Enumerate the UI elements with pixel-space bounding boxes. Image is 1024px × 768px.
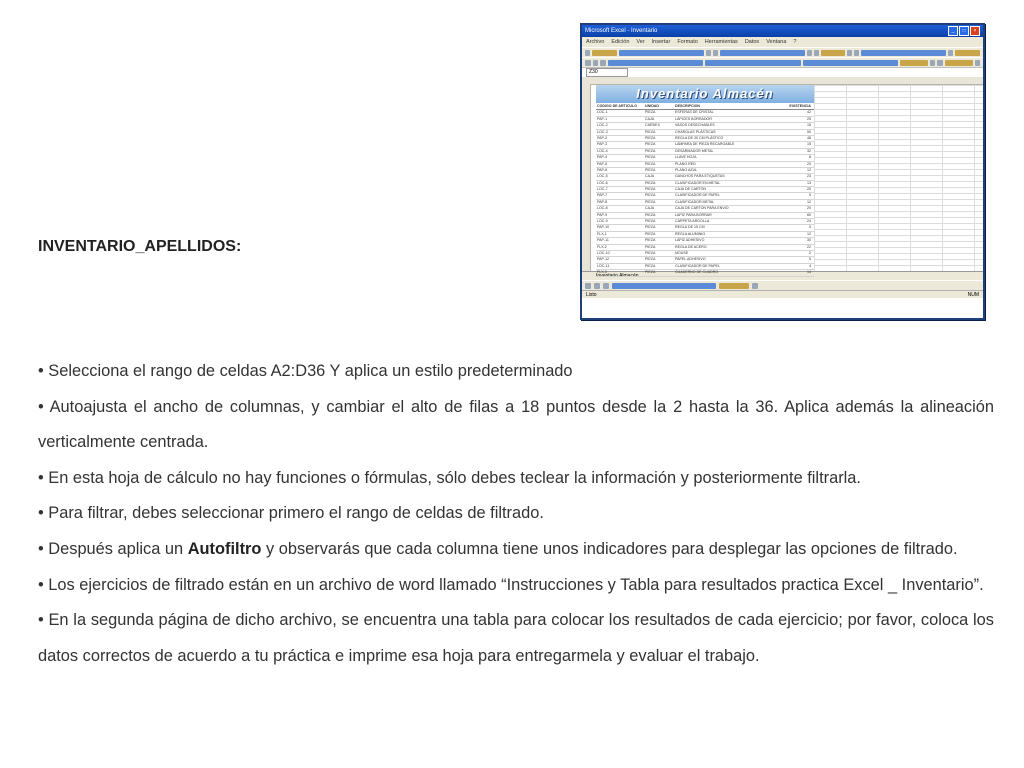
undo-icon: [847, 50, 852, 56]
table-cell: CUADERNO DE CUADRO: [675, 270, 719, 275]
instruction-bullet: [38, 354, 994, 390]
table-cell: 8: [809, 155, 811, 160]
chart-icon: [955, 50, 980, 56]
table-cell: PAP-12: [597, 257, 610, 262]
new-icon: [585, 50, 590, 56]
merge-icon: [900, 60, 928, 66]
table-cell: CARDEX: [645, 123, 660, 128]
bullet-text: • En esta hoja de cálculo no hay funciones o fórmulas, sólo debes teclear la información y posteriormente filtrarla.: [38, 468, 861, 487]
table-header-cell: UNIDAD: [645, 104, 659, 108]
table-cell: CLASIFICADOR DE PAPEL: [675, 193, 720, 198]
table-cell: 60: [807, 212, 811, 217]
table-cell: 25: [807, 116, 811, 121]
instruction-bullet: [38, 461, 994, 497]
inventory-table: [596, 104, 814, 277]
table-cell: PAP-1: [597, 116, 608, 121]
page-heading: INVENTARIO_APELLIDOS:: [38, 238, 242, 255]
cut-icon: [807, 50, 812, 56]
excel-menu-bar: [582, 37, 983, 47]
arrow-icon: [585, 283, 591, 289]
table-cell: PAP-10: [597, 225, 610, 230]
table-cell: LÁPIZ ADHESIVO: [675, 238, 705, 243]
open-icon: [592, 50, 617, 56]
excel-standard-toolbar: [582, 47, 983, 57]
table-cell: 42: [807, 110, 811, 115]
excel-status-bar: [582, 290, 983, 298]
status-left: Listo: [586, 291, 597, 298]
table-cell: GANCHOS PARA ETIQUETAS: [675, 174, 725, 179]
table-cell: LOC-5: [597, 174, 608, 179]
table-cell: LOC-6: [597, 180, 608, 185]
table-cell: CLASIFICADOR DE PAPEL: [675, 263, 720, 268]
table-cell: VASOS DESECHABLES: [675, 123, 715, 128]
print-icon: [706, 50, 711, 56]
table-cell: 5: [809, 257, 811, 262]
table-cell: PAP-6: [597, 167, 608, 172]
column-headers: [582, 77, 983, 85]
menu-item: Edición: [611, 39, 630, 45]
table-cell: 30: [807, 238, 811, 243]
table-row: [596, 270, 814, 276]
bullet-text: • Autoajusta el ancho de columnas, y cambiar el alto de filas a 18 puntos desde la 2 hasta la 36. Aplica además la alineación verticalmente centrada.: [38, 397, 994, 452]
minimize-icon: _: [948, 26, 958, 36]
sort-icon: [948, 50, 953, 56]
excel-window-title: Microsoft Excel - Inventario: [585, 28, 658, 34]
table-cell: REGLA ALUMINIO: [675, 231, 706, 236]
table-cell: PAP-3: [597, 142, 608, 147]
align-center-icon: [705, 60, 801, 66]
oval-icon: [603, 283, 609, 289]
excel-title-bar: [582, 25, 983, 37]
table-cell: LOC-4: [597, 148, 608, 153]
instruction-bullet: [38, 603, 994, 674]
bullet-text: • Para filtrar, debes seleccionar primero el rango de celdas de filtrado.: [38, 504, 544, 523]
paste-icon: [821, 50, 846, 56]
table-cell: PLANO AZUL: [675, 167, 698, 172]
table-cell: FLX-2: [597, 244, 607, 249]
table-cell: PIEZA: [645, 180, 656, 185]
instruction-bullet: [38, 496, 994, 532]
table-cell: CAJA: [645, 116, 655, 121]
instruction-bullet: [38, 568, 994, 604]
table-cell: PIEZA: [645, 161, 656, 166]
percent-icon: [937, 60, 943, 66]
inventory-banner: Inventario Almacén: [596, 85, 814, 103]
table-cell: 12: [807, 199, 811, 204]
table-cell: LOC-3: [597, 129, 608, 134]
table-cell: PIEZA: [645, 135, 656, 140]
table-cell: PAPEL ADHESIVO: [675, 257, 706, 262]
instruction-bullet: [38, 532, 994, 568]
table-cell: PIEZA: [645, 148, 656, 153]
table-cell: CARPETA ARGOLLA: [675, 219, 710, 224]
bullet-bold-text: Autofiltro: [187, 539, 262, 558]
status-right: NUM: [967, 291, 979, 298]
currency-icon: [930, 60, 936, 66]
table-cell: 20: [807, 161, 811, 166]
table-cell: LOC-10: [597, 250, 610, 255]
table-cell: 15: [807, 123, 811, 128]
table-cell: 13: [807, 180, 811, 185]
table-cell: DESARMADOR METAL: [675, 148, 714, 153]
table-cell: 48: [807, 135, 811, 140]
save-icon: [619, 50, 704, 56]
bullet-text: • Selecciona el rango de celdas A2:D36 Y aplica un estilo predeterminado: [38, 362, 573, 380]
menu-item: Ventana: [766, 39, 787, 45]
table-header-cell: CODIGO DE ARTICULO: [597, 104, 637, 108]
table-cell: CLASIFICADOR EN METAL: [675, 180, 721, 185]
bullet-text: • Después aplica un: [38, 539, 188, 558]
table-header-cell: EXISTENCIA: [789, 104, 811, 108]
copy-icon: [814, 50, 819, 56]
table-cell: LOC-1: [597, 110, 608, 115]
table-cell: PIEZA: [645, 212, 656, 217]
menu-item: Ver: [636, 39, 645, 45]
spellcheck-icon: [720, 50, 805, 56]
table-cell: PIEZA: [645, 129, 656, 134]
table-cell: PIEZA: [645, 187, 656, 192]
empty-gridlines: [814, 85, 983, 271]
table-cell: CAJA: [645, 174, 655, 179]
table-cell: 15: [807, 142, 811, 147]
bullet-text: y observarás que cada columna tiene unos indicadores para desplegar las opciones de filtrado.: [261, 539, 958, 558]
table-cell: MOUSE: [675, 250, 689, 255]
fill-icon: [719, 283, 749, 289]
table-cell: PIEZA: [645, 155, 656, 160]
redo-icon: [854, 50, 859, 56]
table-cell: LÁMPARA DE PIEZA RECARGABLE: [675, 142, 735, 147]
table-cell: REGLA DE 30 CM PLÁSTICO: [675, 135, 724, 140]
table-cell: PIEZA: [645, 244, 656, 249]
line-color-icon: [752, 283, 758, 289]
table-cell: CAJA DE CARTON PARA ENVIO: [675, 206, 729, 211]
table-cell: PIEZA: [645, 231, 656, 236]
table-cell: PIEZA: [645, 193, 656, 198]
excel-grid: [582, 77, 983, 275]
table-cell: PIEZA: [645, 167, 656, 172]
table-cell: PLANO RED: [675, 161, 696, 166]
menu-item: Herramientas: [704, 39, 738, 45]
table-cell: REGLA DE ACERO: [675, 244, 707, 249]
maximize-icon: □: [959, 26, 969, 36]
table-cell: 20: [807, 206, 811, 211]
table-cell: PAP-4: [597, 155, 608, 160]
menu-item: Insertar: [651, 39, 671, 45]
table-cell: 5: [809, 225, 811, 230]
textbox-icon: [612, 283, 716, 289]
table-cell: 50: [807, 129, 811, 134]
table-cell: LOC-9: [597, 219, 608, 224]
table-cell: PAP-2: [597, 135, 608, 140]
bullet-text: • En la segunda página de dicho archivo, se encuentra una tabla para colocar los resultados de cada ejercicio; por favor, coloca los datos correctos de acuerdo a tu práctica e imprime esa hoja para entregarmela y evaluar el trabajo.: [38, 611, 994, 665]
table-cell: PIEZA: [645, 219, 656, 224]
fill-color-icon: [945, 60, 973, 66]
menu-item: Datos: [744, 39, 760, 45]
row-headers: [582, 84, 591, 271]
italic-icon: [593, 60, 599, 66]
table-cell: PIEZA: [645, 270, 656, 275]
table-cell: CLASIFICADOR METAL: [675, 199, 715, 204]
name-box: Z30: [586, 68, 628, 77]
table-cell: 2: [809, 250, 811, 255]
table-cell: PIEZA: [645, 263, 656, 268]
table-cell: 25: [807, 187, 811, 192]
table-cell: 32: [807, 148, 811, 153]
table-cell: PIEZA: [645, 199, 656, 204]
table-cell: LÁPICES BORRADOR: [675, 116, 712, 121]
table-cell: CAJA DE CARTON: [675, 187, 707, 192]
excel-format-toolbar: [582, 57, 983, 67]
underline-icon: [600, 60, 606, 66]
table-cell: PAP-8: [597, 199, 608, 204]
menu-item: ?: [793, 39, 797, 45]
preview-icon: [713, 50, 718, 56]
table-cell: PAP-11: [597, 238, 609, 243]
table-cell: 12: [807, 167, 811, 172]
bullet-text: • Los ejercicios de filtrado están en un archivo de word llamado “Instrucciones y Tabla para resultados practica Excel _ Inventario”.: [38, 575, 984, 594]
table-cell: PIEZA: [645, 250, 656, 255]
table-cell: PAP-5: [597, 161, 608, 166]
table-cell: 23: [807, 174, 811, 179]
close-icon: ×: [970, 26, 980, 36]
table-cell: LAPIZ PARA BORRAR: [675, 212, 712, 217]
table-cell: 22: [807, 244, 811, 249]
sum-icon: [861, 50, 946, 56]
table-cell: PIEZA: [645, 142, 656, 147]
align-left-icon: [608, 60, 704, 66]
table-cell: PAP-9: [597, 212, 608, 217]
table-cell: PIEZA: [645, 238, 656, 243]
table-cell: LOC-8: [597, 206, 608, 211]
table-cell: CAJA: [645, 206, 655, 211]
table-cell: PIEZA: [645, 257, 656, 262]
table-cell: 24: [807, 219, 811, 224]
align-right-icon: [803, 60, 899, 66]
table-cell: PIEZA: [645, 225, 656, 230]
sheet-tab: Inventario Almacén: [596, 273, 639, 279]
excel-screenshot: [580, 23, 985, 320]
table-cell: CHAROLAS PLÁSTICAS: [675, 129, 716, 134]
table-cell: LLAVE HOJA: [675, 155, 697, 160]
table-cell: LOC-2: [597, 123, 608, 128]
instruction-bullet: [38, 390, 994, 461]
table-cell: 4: [809, 263, 811, 268]
table-header-cell: DESCRIPCION: [675, 104, 700, 108]
rectangle-icon: [594, 283, 600, 289]
table-cell: ESFERAS DE CRISTAL: [675, 110, 714, 115]
bold-icon: [585, 60, 591, 66]
excel-formula-bar: [582, 67, 983, 77]
instructions-body: [38, 354, 994, 674]
menu-item: Formato: [677, 39, 698, 45]
menu-item: Archivo: [586, 39, 605, 45]
table-cell: PAP-7: [597, 193, 608, 198]
table-cell: 12: [807, 231, 811, 236]
font-color-icon: [975, 60, 981, 66]
table-cell: REGLA DE 15 CM: [675, 225, 705, 230]
table-cell: FLX-3: [597, 270, 607, 275]
table-cell: 14: [807, 270, 811, 275]
table-cell: FLX-1: [597, 231, 607, 236]
table-cell: LOC-11: [597, 263, 610, 268]
table-cell: LOC-7: [597, 187, 608, 192]
table-cell: PIEZA: [645, 110, 656, 115]
table-cell: 5: [809, 193, 811, 198]
excel-drawing-toolbar: [582, 280, 983, 290]
